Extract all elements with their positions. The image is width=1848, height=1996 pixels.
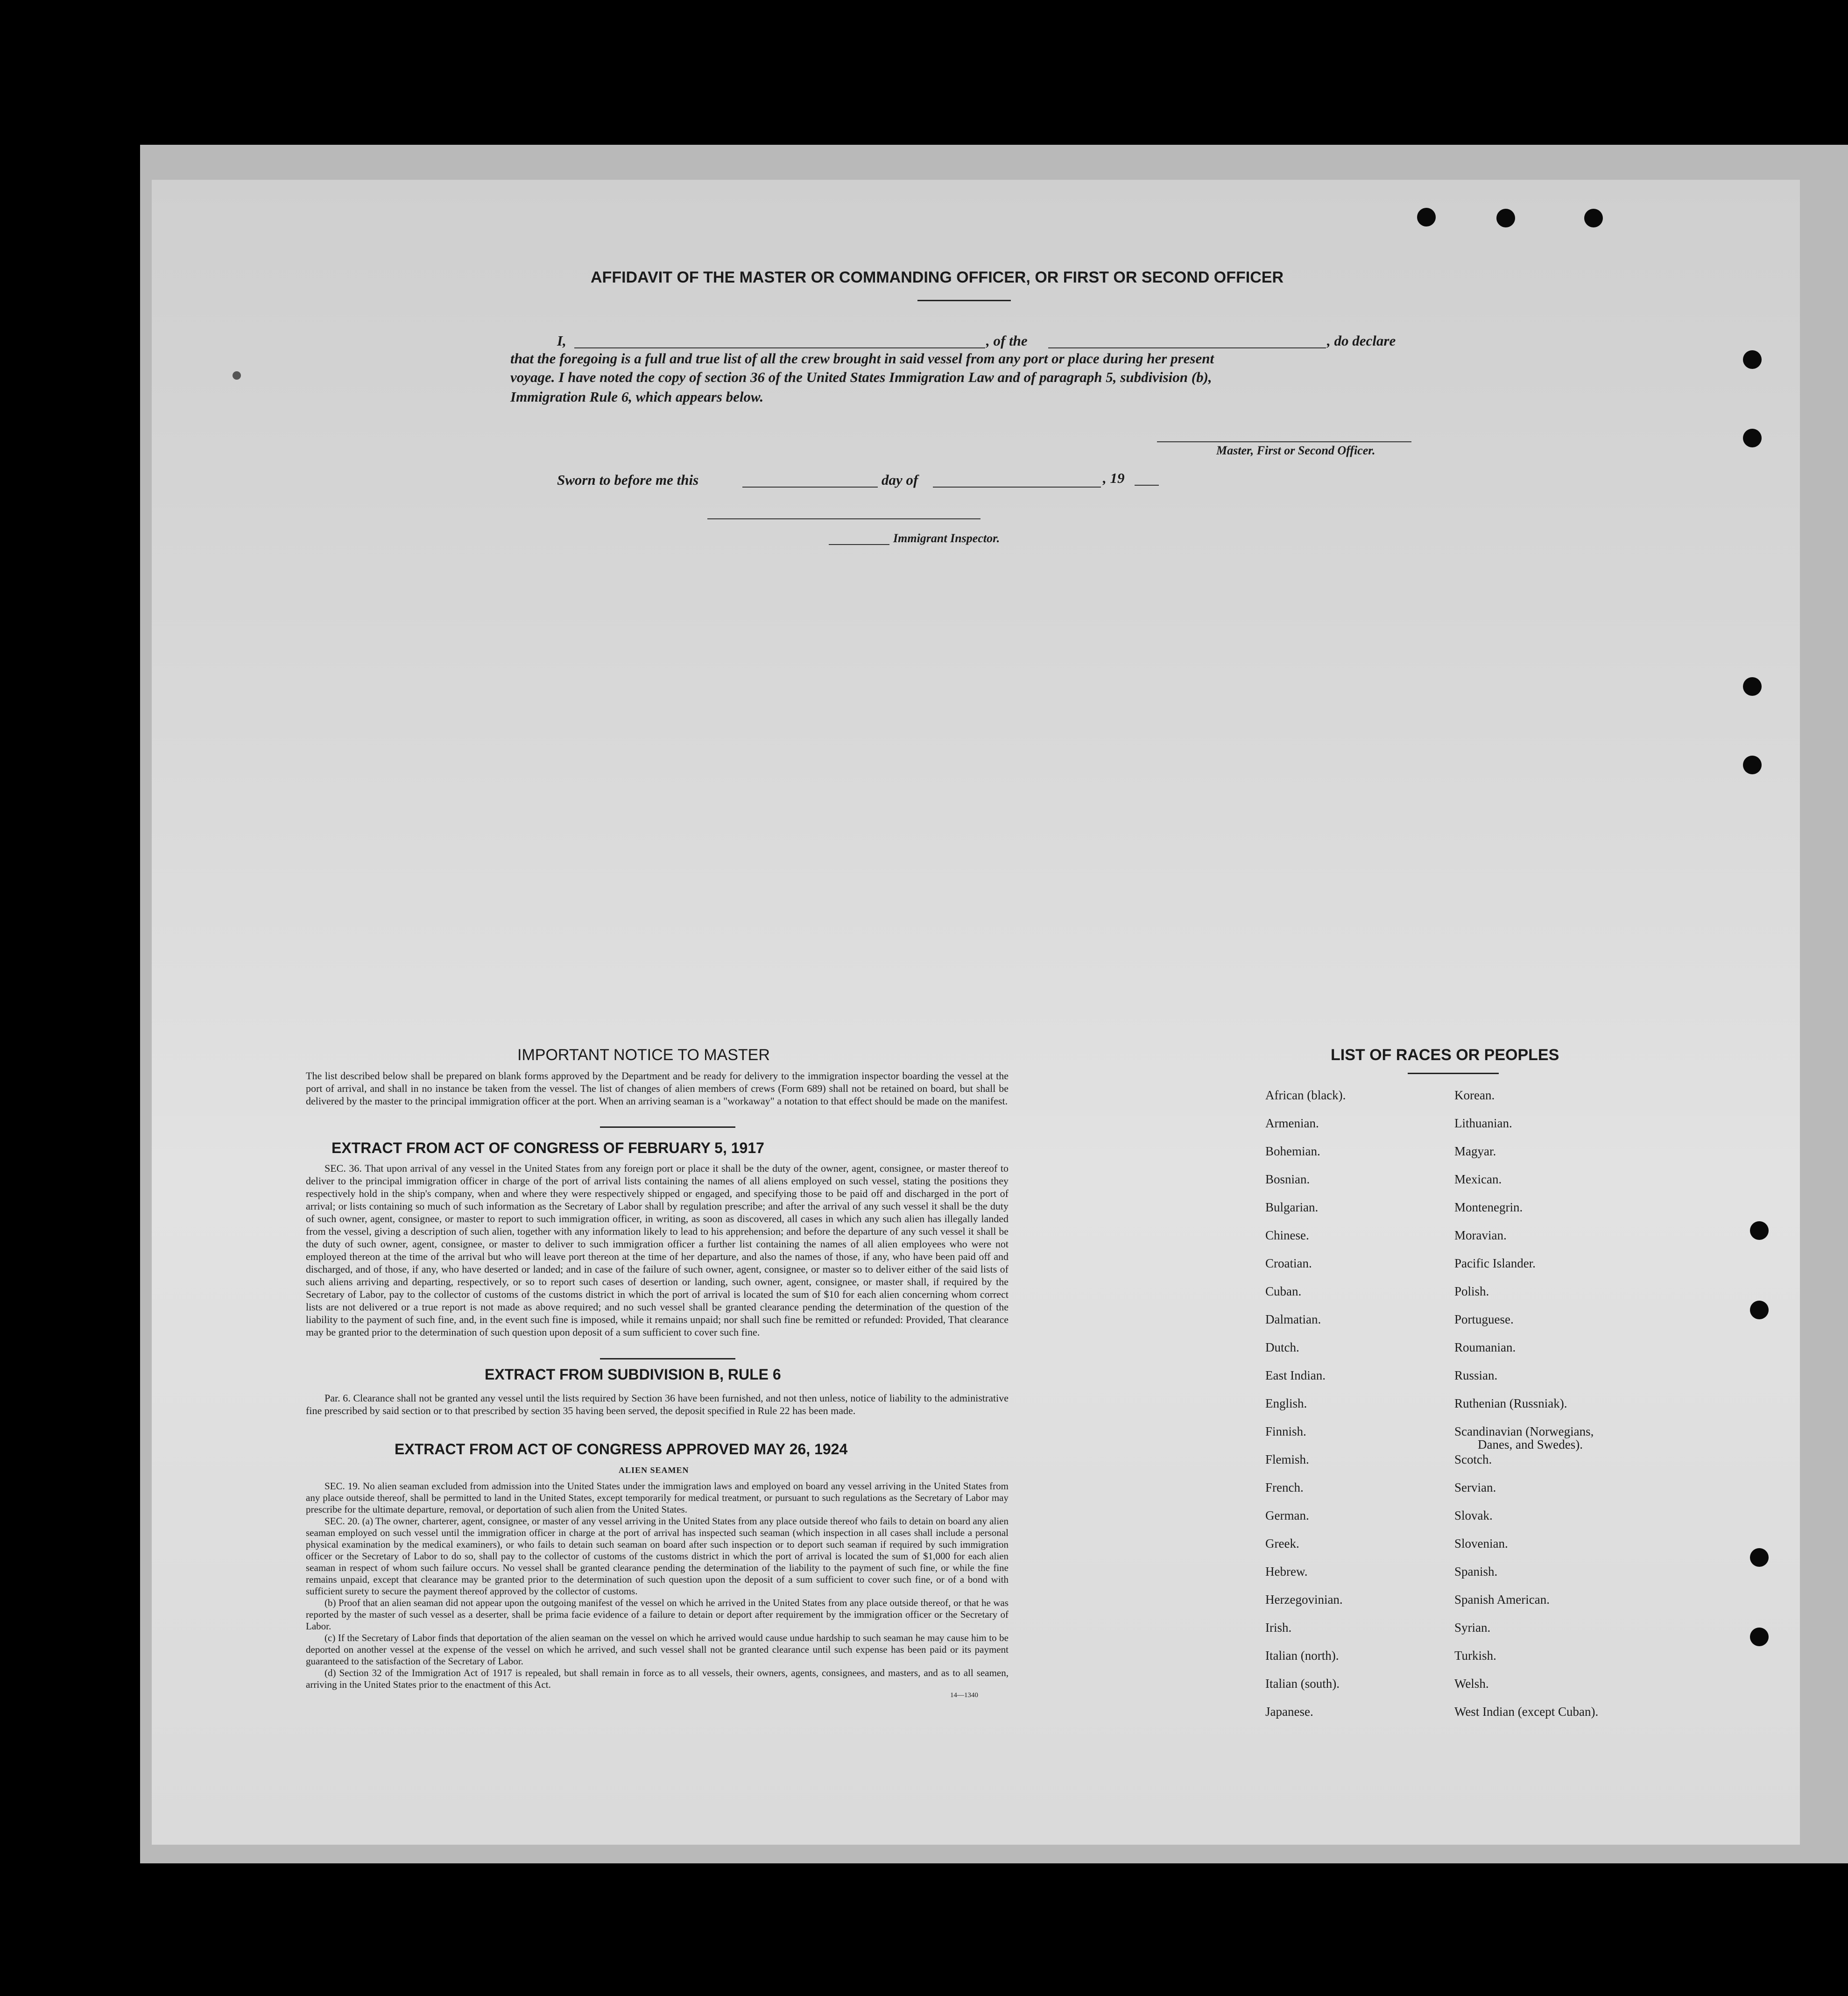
race-item: Greek. [1265, 1536, 1299, 1550]
race-item: Bulgarian. [1265, 1200, 1319, 1214]
affidavit-title: AFFIDAVIT OF THE MASTER OR COMMANDING OFFICER, OR FIRST OR SECOND OFFICER [591, 269, 1284, 286]
race-item: Scotch. [1454, 1452, 1492, 1466]
punch-hole [1584, 209, 1603, 227]
race-item: Roumanian. [1454, 1340, 1516, 1354]
punch-hole [1743, 677, 1762, 696]
race-item: Cuban. [1265, 1284, 1302, 1298]
race-item: East Indian. [1265, 1368, 1326, 1382]
race-item: Servian. [1454, 1480, 1496, 1494]
notice-text: The list described below shall be prepared on blank forms approved by the Department and be ready for delivery to the immigration inspector boarding the vessel at the port of arrival, and shall in no instance be taken from the vessel. The list of changes of alien members of crews (Form 689) shall not be retained on board, but shall be delivered by the master to the principal immigration officer at the port. When an arriving seaman is a "workaway" a notation to that effect should be made on the manifest. [306, 1070, 1009, 1107]
race-item: Spanish American. [1454, 1593, 1550, 1607]
punch-hole [1417, 208, 1436, 226]
race-item: Moravian. [1454, 1228, 1507, 1242]
race-item: Montenegrin. [1454, 1200, 1523, 1214]
sworn-month-field[interactable] [933, 487, 1101, 488]
race-item: Lithuanian. [1454, 1116, 1512, 1130]
affidavit-i: I, [557, 333, 566, 349]
name-field[interactable] [574, 347, 985, 348]
rule-6-title: EXTRACT FROM SUBDIVISION B, RULE 6 [485, 1366, 781, 1383]
race-item: Dutch. [1265, 1340, 1299, 1354]
race-item: Scandinavian (Norwegians, [1454, 1424, 1594, 1438]
vessel-field[interactable] [1048, 347, 1326, 348]
sworn-text: Sworn to before me this [557, 472, 699, 488]
extract-1917-title: EXTRACT FROM ACT OF CONGRESS OF FEBRUARY 5, 1917 [332, 1140, 764, 1156]
master-signature-label: Master, First or Second Officer. [1216, 444, 1375, 457]
race-item: Spanish. [1454, 1564, 1498, 1578]
divider [600, 1126, 735, 1128]
punch-hole [1750, 1628, 1769, 1646]
race-item: German. [1265, 1508, 1309, 1522]
race-item: English. [1265, 1396, 1307, 1410]
extract-1924-title: EXTRACT FROM ACT OF CONGRESS APPROVED MAY 26, 1924 [395, 1441, 848, 1458]
race-item: Bohemian. [1265, 1144, 1320, 1158]
race-item: Russian. [1454, 1368, 1498, 1382]
race-item: Irish. [1265, 1621, 1292, 1635]
punch-hole [1496, 209, 1515, 227]
divider [600, 1358, 735, 1359]
day-of-text: day of [882, 472, 918, 488]
sec-20c-paragraph: (c) If the Secretary of Labor finds that deportation of the alien seaman on the vessel on which he arrived would cause undue hardship to such seaman he may cause him to be deported on another vessel at the expense of the vessel on which he arrived, and such vessel shall not be granted clearance until such expense has been paid or its payment guaranteed to the satisfaction of the Secretary of Labor. [306, 1632, 1009, 1667]
race-item: Ruthenian (Russniak). [1454, 1396, 1567, 1410]
sworn-day-field[interactable] [742, 487, 878, 488]
race-item: Mexican. [1454, 1172, 1502, 1186]
race-item: Pacific Islander. [1454, 1256, 1536, 1270]
race-item: French. [1265, 1480, 1304, 1494]
inspector-signature-line[interactable] [707, 518, 980, 519]
race-item: Magyar. [1454, 1144, 1496, 1158]
race-item: West Indian (except Cuban). [1454, 1705, 1599, 1719]
sec-20d-paragraph: (d) Section 32 of the Immigration Act of 1917 is repealed, but shall remain in force as to all vessels, their owners, agents, consignees, and masters, and as to all seamen, arriving in the United States prior to the enactment of this Act. [306, 1667, 1009, 1690]
race-item: Flemish. [1265, 1452, 1309, 1466]
race-item: Italian (north). [1265, 1649, 1339, 1663]
form-number: 14—1340 [950, 1692, 978, 1699]
year-text: , 19 [1103, 470, 1125, 486]
race-item: Herzegovinian. [1265, 1593, 1343, 1607]
punch-hole [1750, 1548, 1769, 1567]
punch-hole [1743, 429, 1762, 447]
punch-hole [1750, 1221, 1769, 1240]
race-item: Italian (south). [1265, 1677, 1340, 1691]
inspector-label: Immigrant Inspector. [893, 531, 1000, 545]
race-item: Finnish. [1265, 1424, 1306, 1438]
affidavit-line3: voyage. I have noted the copy of section 36 of the United States Immigration Law and of paragraph 5, subdivision (b), [510, 369, 1212, 385]
sec-20b-paragraph: (b) Proof that an alien seaman did not appear upon the outgoing manifest of the vessel on which he arrived in the United States from any place outside thereof, or that he was reported by the master of such vessel as a deserter, shall be prima facie evidence of a failure to detain or deport after requirement by the immigration officer or the Secretary of Labor. [306, 1597, 1009, 1632]
races-title: LIST OF RACES OR PEOPLES [1331, 1046, 1559, 1064]
race-item: Dalmatian. [1265, 1312, 1321, 1326]
sec-19-paragraph: SEC. 19. No alien seaman excluded from admission into the United States under the immigration laws and employed on board any vessel arriving in the United States from any place outside thereof, shall be permitted to land in the United States, except temporarily for medical treatment, or pursuant to such regulations as the Secretary of Labor may prescribe for the ultimate departure, removal, or deportation of such alien from the United States. [306, 1480, 1009, 1515]
race-item: Slovenian. [1454, 1536, 1508, 1550]
sworn-year-field[interactable] [1135, 485, 1159, 486]
affidavit-line4: Immigration Rule 6, which appears below. [510, 389, 764, 405]
race-item: Bosnian. [1265, 1172, 1310, 1186]
race-item: Japanese. [1265, 1705, 1313, 1719]
punch-hole [1743, 756, 1762, 774]
race-item: Portuguese. [1454, 1312, 1514, 1326]
race-item: Hebrew. [1265, 1564, 1308, 1578]
race-item: Croatian. [1265, 1256, 1312, 1270]
affidavit-of-the: , of the [986, 333, 1028, 349]
divider [917, 300, 1011, 301]
par-6-paragraph: Par. 6. Clearance shall not be granted any vessel until the lists required by Section 36 have been furnished, and not then unless, notice of liability to the administrative fine prescribed by said section or to that prescribed by section 35 having been served, the deposit specified in Rule 22 has been made. [306, 1392, 1009, 1416]
affidavit-line2: that the foregoing is a full and true list of all the crew brought in said vessel from any port or place during her present [510, 350, 1214, 367]
sec-20a-paragraph: SEC. 20. (a) The owner, charterer, agent, consignee, or master of any vessel arriving in the United States from any place outside thereof who fails to detain on board any alien seaman employed on such vessel until the immigration officer in charge at the port of arrival has inspected such seaman (which inspection in all cases shall include a personal physical examination by the medical examiners), or who fails to detain such seaman on board after such inspection or to deport such seaman if required by such immigration officer or the Secretary of Labor to do so, shall pay to the collector of customs of the customs district in which the port of arrival is located the sum of $1,000 for each alien seaman in respect of whom such failure occurs. No vessel shall be granted clearance pending the determination of the liability to the payment of such fine, or while the fine remains unpaid, except that clearance may be granted prior to the determination of such question upon the deposit of a sum sufficient to cover such fine, or of a bond with sufficient surety to secure the payment thereof approved by the collector of customs. [306, 1515, 1009, 1597]
punch-hole [1743, 350, 1762, 369]
race-item: Korean. [1454, 1088, 1495, 1102]
affidavit-declare: , do declare [1327, 333, 1396, 349]
race-item: Armenian. [1265, 1116, 1319, 1130]
sec-36-paragraph: SEC. 36. That upon arrival of any vessel in the United States from any foreign port or place it shall be the duty of the owner, agent, consignee, or master thereof to deliver to the principal immigration officer in charge of the port of arrival lists containing the names of all aliens employed on such vessel, stating the positions they respectively hold in the ship's company, when and where they were respectively shipped or engaged, and specifying those to be paid off and discharged in the port of arrival; or lists containing so much of such information as the Secretary of Labor shall by regulation prescribe; and after the arrival of any such vessel it shall be the duty of such owner, agent, consignee, or master to report to such immigration officer, in writing, as soon as discovered, all cases in which any such alien has illegally landed from the vessel, giving a description of such alien, together with any information likely to lead to his apprehension; and before the departure of any such vessel it shall be the duty of such owner, agent, consignee, or master to deliver to such immigration officer a further list containing the names of all alien employees who were not employed thereon at the time of the arrival but who will leave port thereon at the time of her departure, and also the names of those, if any, who have been paid off and discharged, and of those, if any, who have deserted or landed; and in case of the failure of such owner, agent, consignee, or master so to deliver either of the said lists of such aliens arriving and departing, respectively, or so to report such cases of desertion or landing, such owner, agent, consignee, or master shall, if required by the Secretary of Labor, pay to the collector of customs of the customs district in which the port of arrival is located the sum of $10 for each alien concerning whom correct lists are not delivered or a true report is not made as above required; and no such vessel shall be granted clearance pending the determination of the question of the liability to the payment of such fine, and, in the event such fine is imposed, while it remains unpaid; nor shall such fine be remitted or refunded: Provided, That clearance may be granted prior to the determination of such question upon deposit of a sum sufficient to cover such fine. [306, 1162, 1009, 1338]
race-item: African (black). [1265, 1088, 1346, 1102]
divider [1408, 1073, 1499, 1074]
race-item: Polish. [1454, 1284, 1489, 1298]
race-item: Danes, and Swedes). [1478, 1437, 1583, 1451]
alien-seamen-subtitle: ALIEN SEAMEN [619, 1465, 689, 1475]
extract-1924-text [306, 1480, 1009, 1691]
punch-hole [1750, 1301, 1769, 1319]
race-item: Chinese. [1265, 1228, 1309, 1242]
ink-speck [233, 371, 241, 380]
extract-1917-text [306, 1162, 1009, 1338]
rule-6-text [306, 1392, 1009, 1417]
race-item: Syrian. [1454, 1621, 1491, 1635]
inspector-name-line[interactable] [829, 544, 889, 545]
race-item: Welsh. [1454, 1677, 1489, 1691]
race-item: Turkish. [1454, 1649, 1496, 1663]
race-item: Slovak. [1454, 1508, 1493, 1522]
master-signature-line[interactable] [1157, 441, 1411, 442]
notice-title: IMPORTANT NOTICE TO MASTER [517, 1046, 770, 1064]
